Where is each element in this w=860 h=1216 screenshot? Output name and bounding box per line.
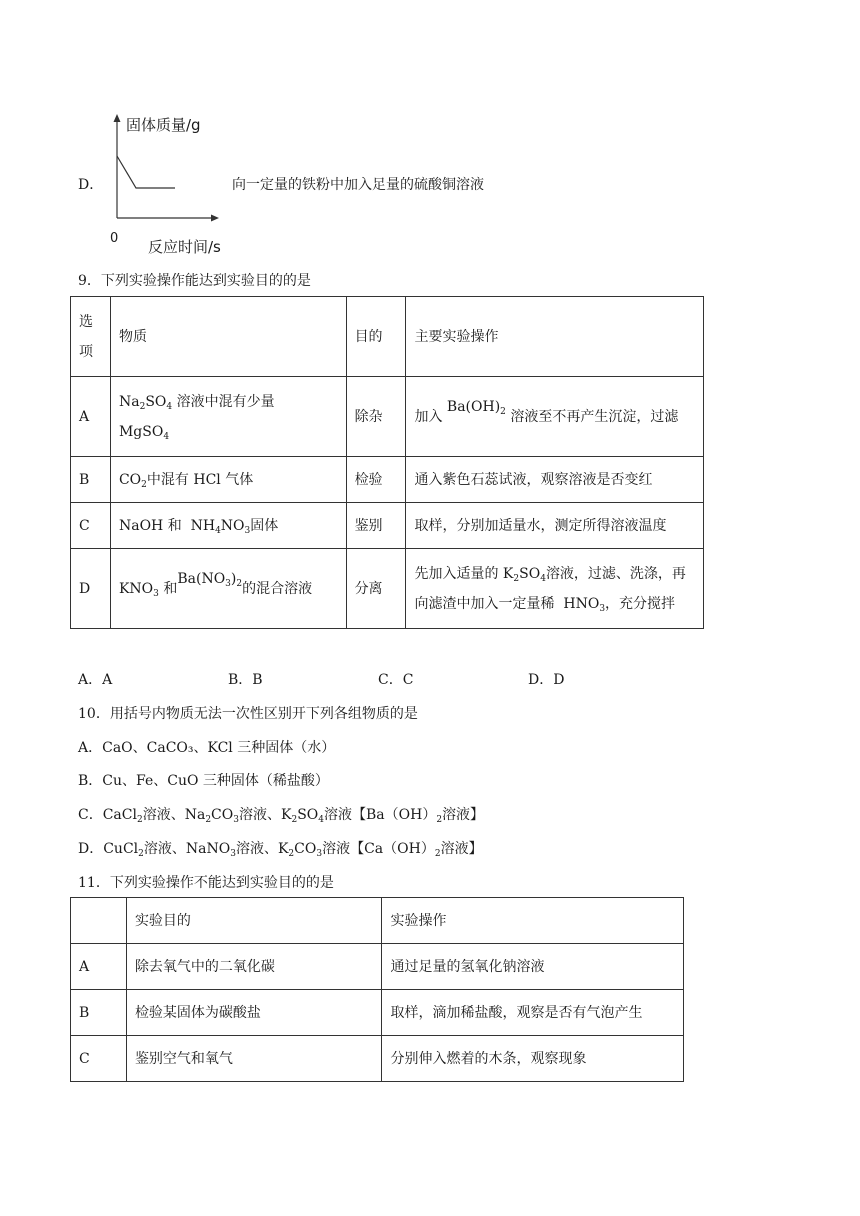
q10-option-c: C．CaCl$_2$溶液、$Na_2CO_3$溶液、$K_2SO_4$溶液【$Ba(OH)_2$溶液】: [78, 807, 485, 825]
q9-choice-c: C．C: [378, 672, 414, 688]
chart-x-label: 反应时间/s: [148, 238, 221, 256]
q11-row-b-purpose: 检验某固体为碳酸盐: [126, 990, 382, 1036]
q9-row-b-purpose: 检验: [346, 457, 406, 503]
q9-table: [70, 296, 704, 629]
q9-choice-a: A．A: [78, 672, 113, 688]
q11-row-b-operation: 取样，滴加稀盐酸，观察是否有气泡产生: [382, 990, 684, 1036]
q8-option-d-label: D．: [78, 177, 104, 193]
q9-row-a-substance: $Na_2SO_4$ 溶液中混有少量 MgSO$_4$: [110, 377, 346, 457]
q11-header-purpose: 实验目的: [126, 898, 382, 944]
q11-row-c: [71, 1036, 684, 1082]
q9-row-d-option: D: [71, 549, 111, 629]
q9-row-c-purpose: 鉴别: [346, 503, 406, 549]
q9-row-b-substance: $CO_2$中混有 HCl 气体: [110, 457, 346, 503]
chart-origin: 0: [110, 231, 119, 246]
q9-row-d: [71, 549, 704, 629]
q10-title: 10．用括号内物质无法一次性区别开下列各组物质的是: [78, 706, 418, 722]
q11-row-a-option: A: [71, 944, 127, 990]
q9-row-b: [71, 457, 704, 503]
q11-row-a-purpose: 除去氧气中的二氧化碳: [126, 944, 382, 990]
q9-row-d-substance: $KNO_3$ 和$Ba(NO_3)_2$的混合溶液: [110, 549, 346, 629]
chart-y-arrow: [114, 114, 121, 122]
q9-row-b-operation: 通入紫色石蕊试液，观察溶液是否变红: [406, 457, 704, 503]
q9-row-c-operation: 取样，分别加适量水，测定所得溶液温度: [406, 503, 704, 549]
chart-data-line: [117, 156, 175, 188]
q11-table: [70, 897, 684, 1082]
q11-header-option: [71, 898, 127, 944]
q9-row-c-option: C: [71, 503, 111, 549]
q11-row-b: [71, 990, 684, 1036]
q8-option-d-description: 向一定量的铁粉中加入足量的硫酸铜溶液: [232, 177, 484, 193]
q11-row-a-operation: 通过足量的氢氧化钠溶液: [382, 944, 684, 990]
q9-row-a-operation: 加入 $Ba(OH)_2$ 溶液至不再产生沉淀，过滤: [406, 377, 704, 457]
q11-row-c-option: C: [71, 1036, 127, 1082]
q9-row-c-substance: NaOH 和 $NH_4NO_3$固体: [110, 503, 346, 549]
q10-option-a: A．CaO、CaCO₃、KCl 三种固体（水）: [78, 740, 336, 756]
q11-header-operation: 实验操作: [382, 898, 684, 944]
q9-header-operation: 主要实验操作: [406, 297, 704, 377]
q10-option-b: B．Cu、Fe、CuO 三种固体（稀盐酸）: [78, 773, 329, 789]
q9-row-c: [71, 503, 704, 549]
q11-row-c-purpose: 鉴别空气和氧气: [126, 1036, 382, 1082]
q9-header-substance: 物质: [110, 297, 346, 377]
q11-header-row: [71, 898, 684, 944]
q11-row-b-option: B: [71, 990, 127, 1036]
chart-x-arrow: [211, 215, 219, 222]
q9-row-a: [71, 377, 704, 457]
q9-row-b-option: B: [71, 457, 111, 503]
q9-choice-b: B．B: [228, 672, 263, 688]
q9-header-purpose: 目的: [346, 297, 406, 377]
q11-row-c-operation: 分别伸入燃着的木条，观察现象: [382, 1036, 684, 1082]
q11-row-a: [71, 944, 684, 990]
q9-title: 9．下列实验操作能达到实验目的的是: [78, 273, 311, 289]
q9-header-row: [71, 297, 704, 377]
q9-choice-d: D．D: [528, 672, 565, 688]
q9-row-a-option: A: [71, 377, 111, 457]
q10-option-d: D．CuCl$_2$溶液、NaNO$_3$溶液、$K_2CO_3$溶液【$Ca(OH)_2$溶液】: [78, 841, 483, 859]
q11-title: 11．下列实验操作不能达到实验目的的是: [78, 875, 334, 891]
q9-row-d-purpose: 分离: [346, 549, 406, 629]
q9-row-d-operation: 先加入适量的 $K_2SO_4$溶液，过滤、洗涤，再 向滤渣中加入一定量稀 $HNO_3$，充分搅拌: [406, 549, 704, 629]
q9-header-option: 选 项: [71, 297, 111, 377]
chart-y-label: 固体质量/g: [126, 116, 201, 134]
q9-row-a-purpose: 除杂: [346, 377, 406, 457]
